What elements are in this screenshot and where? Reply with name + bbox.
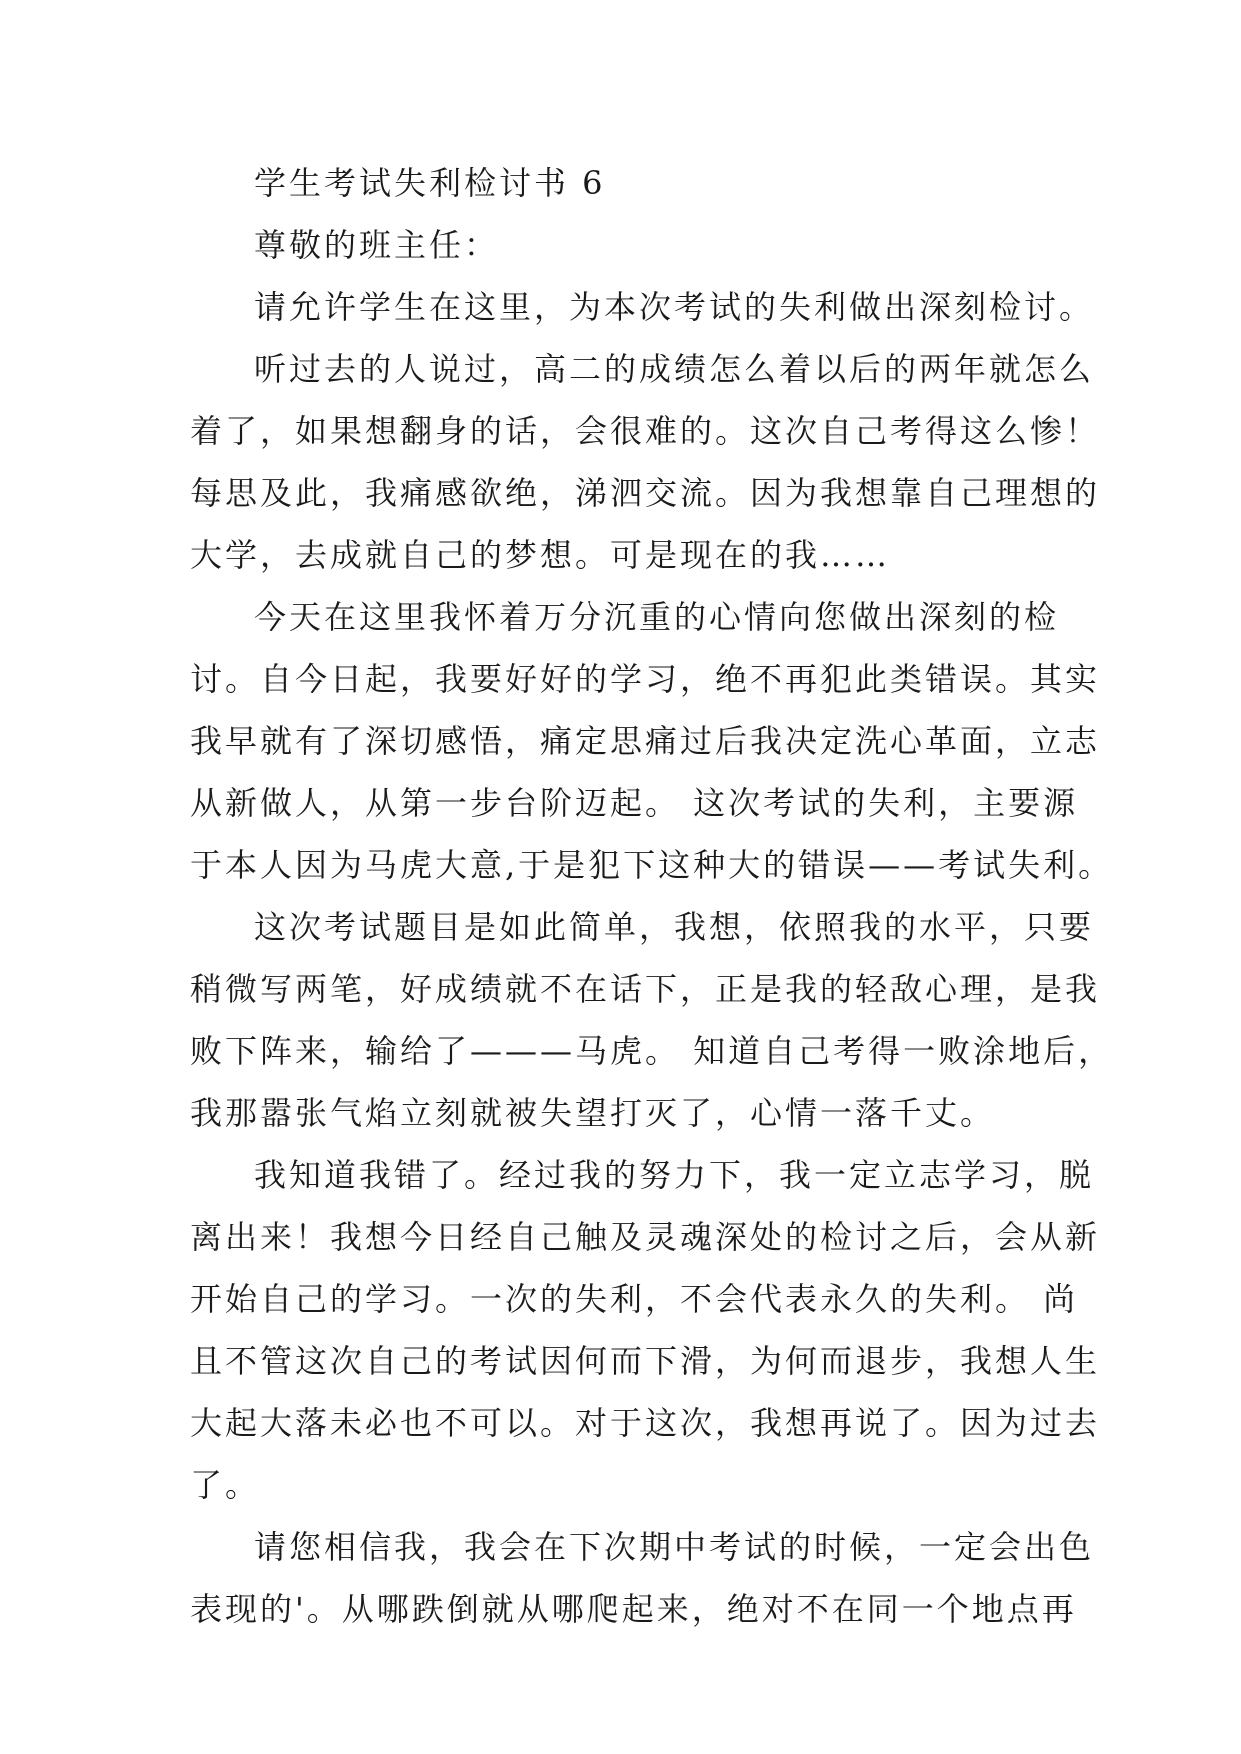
paragraph-line: 请允许学生在这里，为本次考试的失利做出深刻检讨。 (254, 288, 1095, 326)
paragraph-line: 表现的'。从哪跌倒就从哪爬起来，绝对不在同一个地点再 (190, 1590, 1077, 1628)
paragraph-line: 着了，如果想翻身的话，会很难的。这次自己考得这么惨！ (190, 412, 1101, 450)
paragraph-line: 大起大落未必也不可以。对于这次，我想再说了。因为过去 (190, 1404, 1101, 1442)
paragraph-line: 我那嚣张气焰立刻就被失望打灭了，心情一落千丈。 (190, 1094, 996, 1132)
paragraph-line: 开始自己的学习。一次的失利，不会代表永久的失利。 尚 (190, 1280, 1079, 1318)
paragraph-line: 我早就有了深切感悟，痛定思痛过后我决定洗心革面，立志 (190, 722, 1101, 760)
paragraph-line: 于本人因为马虎大意,于是犯下这种大的错误——考试失利。 (190, 846, 1114, 884)
paragraph-line: 了。 (190, 1466, 261, 1504)
paragraph-line: 稍微写两笔，好成绩就不在话下，正是我的轻敌心理，是我 (190, 970, 1101, 1008)
paragraph-line: 听过去的人说过，高二的成绩怎么着以后的两年就怎么 (254, 350, 1095, 388)
paragraph-line: 我知道我错了。经过我的努力下，我一定立志学习，脱 (254, 1156, 1095, 1194)
paragraph-line: 败下阵来，输给了———马虎。 知道自己考得一败涂地后， (190, 1032, 1114, 1070)
paragraph-line: 且不管这次自己的考试因何而下滑，为何而退步，我想人生 (190, 1342, 1101, 1380)
paragraph-line: 今天在这里我怀着万分沉重的心情向您做出深刻的检 (254, 598, 1060, 636)
paragraph-line: 讨。自今日起，我要好好的学习，绝不再犯此类错误。其实 (190, 660, 1101, 698)
salutation: 尊敬的班主任： (254, 226, 500, 264)
paragraph-line: 大学，去成就自己的梦想。可是现在的我…… (190, 536, 891, 574)
paragraph-line: 离出来！我想今日经自己触及灵魂深处的检讨之后，会从新 (190, 1218, 1101, 1256)
document-body (190, 152, 1114, 1640)
paragraph-line: 从新做人，从第一步台阶迈起。 这次考试的失利，主要源 (190, 784, 1079, 822)
document-title: 学生考试失利检讨书 6 (254, 164, 606, 202)
paragraph-line: 这次考试题目是如此简单，我想，依照我的水平，只要 (254, 908, 1095, 946)
paragraph-line: 每思及此，我痛感欲绝，涕泗交流。因为我想靠自己理想的 (190, 474, 1101, 512)
paragraph-line: 请您相信我，我会在下次期中考试的时候，一定会出色 (254, 1528, 1095, 1566)
